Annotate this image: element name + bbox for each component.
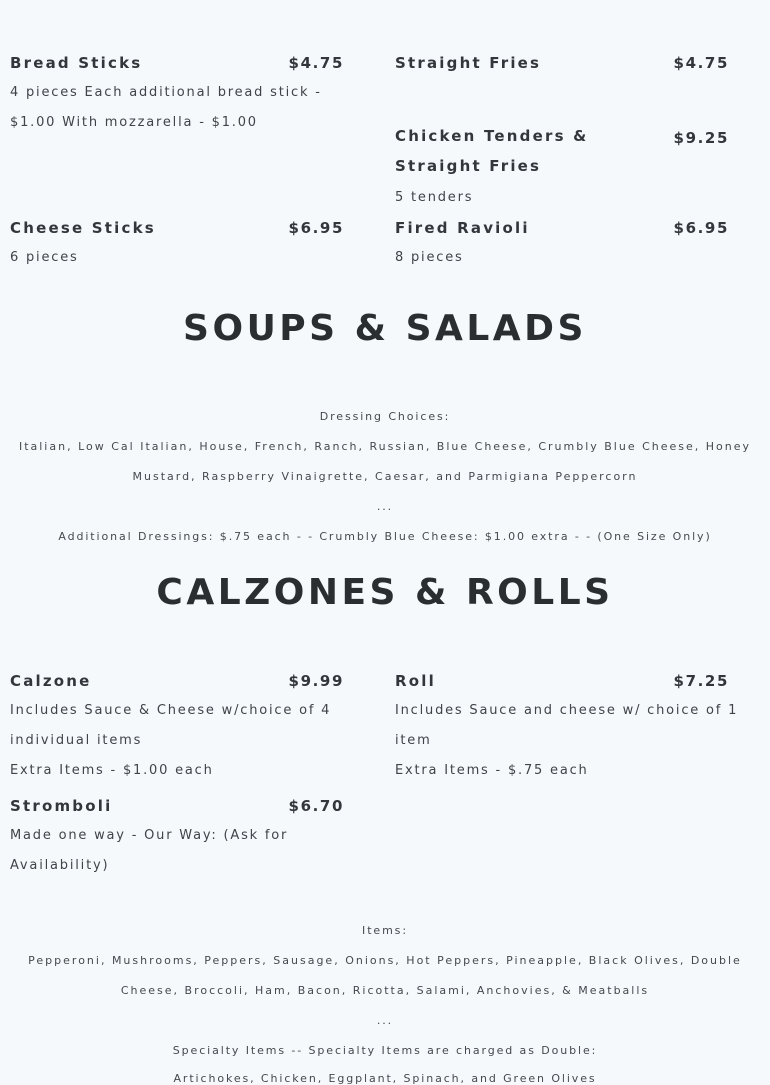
- fired-ravioli-price: $6.95: [673, 219, 729, 237]
- stromboli-name: Stromboli: [10, 797, 113, 815]
- roll-desc: Includes Sauce and cheese w/ choice of 1 item: [395, 703, 739, 748]
- roll-extra: Extra Items - $.75 each: [395, 763, 589, 778]
- cheese-sticks-name: Cheese Sticks: [10, 219, 156, 237]
- specialty-items-label: Specialty Items -- Specialty Items are charged as Double:: [172, 1044, 598, 1057]
- calzone-price: $9.99: [288, 672, 344, 690]
- calzone-extra: Extra Items - $1.00 each: [10, 763, 214, 778]
- specialty-items-list: Artichokes, Chicken, Eggplant, Spinach, and Green Olives: [173, 1072, 597, 1085]
- cheese-sticks-desc: 6 pieces: [10, 250, 79, 265]
- cheese-sticks-price: $6.95: [288, 219, 344, 237]
- bread-sticks-name: Bread Sticks: [10, 54, 143, 72]
- bread-sticks-price: $4.75: [288, 54, 344, 72]
- calzones-rolls-heading: CALZONES & ROLLS: [156, 572, 614, 613]
- items-ellipsis: ...: [376, 1014, 394, 1027]
- fired-ravioli-name: Fired Ravioli: [395, 219, 530, 237]
- chicken-tenders-name: Chicken Tenders & Straight Fries: [395, 127, 589, 175]
- chicken-tenders-price: $9.25: [673, 129, 729, 147]
- straight-fries-name: Straight Fries: [395, 54, 542, 72]
- dressing-ellipsis: ...: [376, 500, 394, 513]
- calzone-desc: Includes Sauce & Cheese w/choice of 4 individual items: [10, 703, 332, 748]
- items-list: Pepperoni, Mushrooms, Peppers, Sausage, Onions, Hot Peppers, Pineapple, Black Olives, Double Cheese, Broccoli, Ham, Bacon, Ricotta, Salami, Anchovies, & Meatballs: [28, 954, 742, 997]
- items-label: Items:: [362, 924, 408, 937]
- stromboli-price: $6.70: [288, 797, 344, 815]
- soups-salads-heading: SOUPS & SALADS: [183, 308, 587, 349]
- roll-price: $7.25: [673, 672, 729, 690]
- fired-ravioli-desc: 8 pieces: [395, 250, 464, 265]
- additional-dressings-note: Additional Dressings: $.75 each - - Crumbly Blue Cheese: $1.00 extra - - (One Size Only): [58, 530, 712, 543]
- dressing-choices-list: Italian, Low Cal Italian, House, French, Ranch, Russian, Blue Cheese, Crumbly Blue Cheese, Honey Mustard, Raspberry Vinaigrette, Caesar, and Parmigiana Peppercorn: [18, 440, 752, 483]
- straight-fries-price: $4.75: [673, 54, 729, 72]
- dressing-choices-label: Dressing Choices:: [319, 410, 451, 423]
- calzone-name: Calzone: [10, 672, 92, 690]
- roll-name: Roll: [395, 672, 436, 690]
- chicken-tenders-desc: 5 tenders: [395, 190, 474, 205]
- bread-sticks-desc: 4 pieces Each additional bread stick - $1.00 With mozzarella - $1.00: [10, 85, 322, 130]
- stromboli-desc: Made one way - Our Way: (Ask for Availability): [10, 828, 289, 873]
